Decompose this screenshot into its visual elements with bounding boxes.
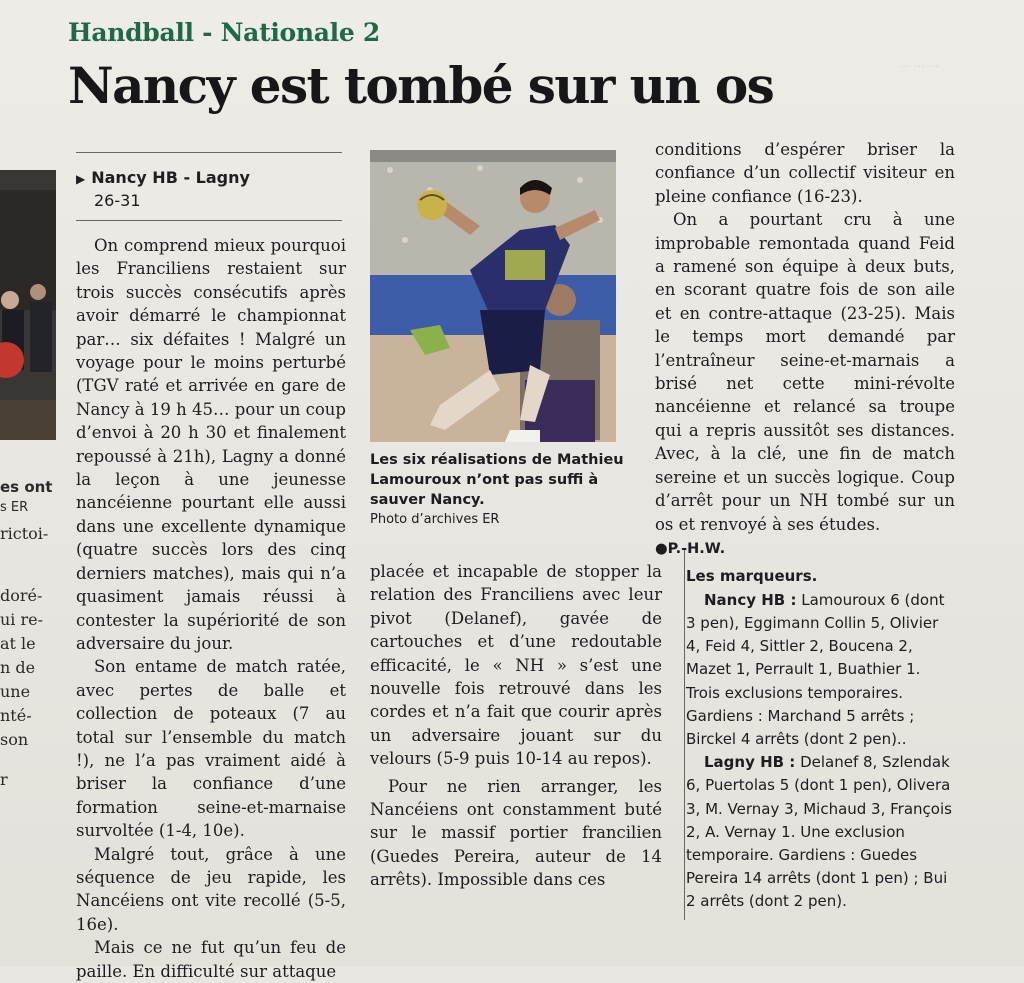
score-box (76, 168, 346, 210)
paragraph: Pour ne rien arranger, les Nancéiens ont constamment buté sur le massif portier francilien (Guedes Pereira, auteur de 14 arrêts). Impossible dans ces (370, 776, 662, 890)
scorers-title: Les marqueurs. (686, 567, 818, 586)
paragraph: Malgré tout, grâce à une séquence de jeu rapide, les Nancéiens ont vite recollé (5-5, 16e). (76, 844, 346, 934)
team-label-nancy: Nancy HB : (704, 590, 797, 609)
adjacent-article-photo (0, 170, 56, 440)
scorers-nancy (686, 589, 955, 751)
triangle-icon: ▶ (76, 172, 86, 186)
paragraph: conditions d’espérer briser la confiance d’un collectif visiteur en pleine confiance (16-23). (655, 140, 955, 206)
headline: Nancy est tombé sur un os (68, 56, 774, 115)
score-bottom-rule (76, 220, 342, 221)
section-label: Handball - Nationale 2 (68, 18, 380, 47)
article-column-3 (655, 138, 955, 914)
caption-text: Les six réalisations de Mathieu Lamouroux n’ont pas suffi à sauver Nancy. (370, 452, 624, 508)
bleed-through-text: ··· ··· ··· (900, 60, 939, 73)
paragraph: On comprend mieux pourquoi les Franciliens restaient sur trois succès consécutifs après avoir démarré le championnat par… six défaites ! Malgré un voyage pour le moins perturbé (TGV raté et arrivée en gare de Nancy à 19 h 45… pour un coup d’envoi à 20 h 30 et finalement repoussé à 21h), Lagny a donné la leçon à une jeunesse nancéienne pourtant elle aussi dans une excellente dynamique (quatre succès lors des cinq derniers matches), mais qui n’a quasiment jamais réussi à contester la supériorité de son adversaire du jour. (76, 236, 346, 653)
article-column-2 (370, 560, 662, 892)
author-signature: ●P.-H.W. (655, 540, 726, 557)
paragraph: Son entame de match ratée, avec pertes de balle et collection de poteaux (7 au total sur l’ensemble du match !), ne l’a pas vraiment aidé à briser la confiance d’une formation seine-et-marnaise survoltée (1-4, 10e). (76, 657, 346, 841)
score-top-rule (76, 152, 342, 153)
article-column-1 (76, 234, 346, 983)
score-result: 26-31 (94, 191, 141, 210)
paragraph: On a pourtant cru à une improbable remontada quand Feid a ramené son équipe à deux buts, en scorant quatre fois de son aile et en contre-attaque (23-25). Mais le temps mort demandé par l’entraîneur seine-et-marnais a brisé net cette mini-révolte nancéienne et relancé sa troupe qui a repris aussitôt ses distances. Avec, à la clé, une fin de match sereine et un succès logique. Coup d’arrêt pour un NH tombé sur un os et renvoyé à ses études. (655, 210, 955, 534)
paragraph: placée et incapable de stopper la relation des Franciliens avec leur pivot (Delanef), gavée de cartouches et d’une redoutable efficacité, le « NH » s’est une nouvelle fois retrouvé dans les cordes et n’a fait que courir après un adversaire jouant sur du velours (5-9 puis 10-14 au repos). (370, 562, 662, 769)
scorers-lagny (686, 751, 955, 913)
scorers-box (655, 565, 955, 913)
team-label-lagny: Lagny HB : (704, 753, 796, 772)
paragraph: Mais ce ne fut qu’un feu de paille. En difficulté sur attaque (76, 938, 346, 981)
scorers-nancy-list: Lamouroux 6 (dont 3 pen), Eggimann Collin 5, Olivier 4, Feid 4, Sittler 2, Boucena 2, Mazet 1, Perrault 1, Buathier 1. Trois exclusions temporaires. Gardiens : Marchand 5 arrêts ; Birckel 4 arrêts (dont 2 pen).. (686, 590, 945, 748)
match-photo (370, 150, 616, 442)
photo-caption (370, 450, 650, 527)
score-teams: Nancy HB - Lagny (91, 168, 250, 187)
photo-credit: Photo d’archives ER (370, 512, 500, 527)
scorers-lagny-list: Delanef 8, Szlendak 6, Puertolas 5 (dont 1 pen), Olivera 3, M. Vernay 3, Michaud 3, François 2, A. Vernay 1. Une exclusion temporaire. Gardiens : Guedes Pereira 14 arrêts (dont 1 pen) ; Bui 2 arrêts (dont 2 pen). (686, 753, 952, 911)
